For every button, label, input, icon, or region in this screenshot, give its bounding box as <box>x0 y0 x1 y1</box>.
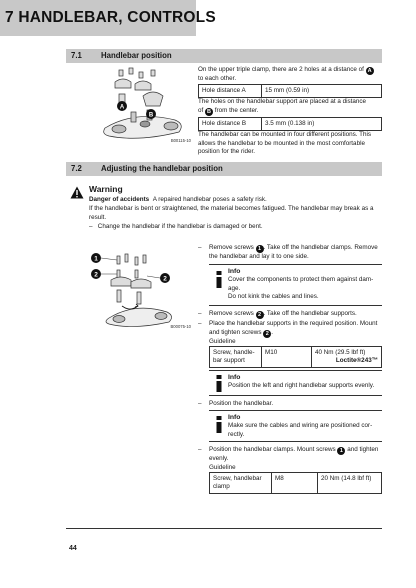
bullet-b: B <box>205 108 213 116</box>
dash: – <box>89 223 93 230</box>
hole-distance-a-table <box>198 84 382 98</box>
step-text: Remove screws <box>209 310 254 317</box>
table-label: Hole distance A <box>199 85 262 98</box>
spec-part <box>210 473 272 494</box>
info-title: Info <box>228 414 241 421</box>
info-line: rectly. <box>228 430 245 438</box>
spec-part-line: clamp <box>213 483 230 490</box>
dash: – <box>198 320 202 327</box>
danger-label: Danger of accidents <box>89 196 150 203</box>
step-text-end: . Take off the handlebar clamps. Remove the handlebar and lay it to one side. <box>209 244 378 260</box>
chapter-title: 7 HANDLEBAR, CONTROLS <box>5 9 216 26</box>
info-rule-bottom <box>209 441 382 442</box>
page-number: 44 <box>69 545 77 552</box>
table-value: 3.5 mm (0.138 in) <box>262 118 382 131</box>
info-text: Position the left and right handlebar supports evenly. <box>228 382 375 389</box>
spec-part <box>210 347 262 368</box>
step-text-end: and tighten <box>347 446 379 453</box>
figure-code: B00115-10 <box>170 138 191 144</box>
holes-text: The holes on the handlebar support are placed at a distance <box>198 98 367 105</box>
step-text: Position the handlebar clamps. Mount screws <box>209 446 336 453</box>
step-mount-clamps <box>209 446 382 472</box>
step-text: Remove screws <box>209 244 254 251</box>
info-icon <box>213 375 225 392</box>
info-icon <box>213 416 225 433</box>
warning-danger <box>89 196 382 205</box>
footer-rule <box>66 528 382 529</box>
chapter-header <box>0 0 216 36</box>
step-text: and tighten screws <box>209 328 262 336</box>
intro-paragraph <box>198 66 382 84</box>
holes-paragraph <box>198 98 382 116</box>
step-text: Place the handlebar supports in the required position. Mount <box>209 320 378 327</box>
step-text: evenly. <box>209 455 229 462</box>
info-rule-top <box>209 410 382 411</box>
info-title: Info <box>228 374 241 381</box>
torque-value: 40 Nm (29.5 lbf ft) <box>315 348 366 356</box>
info-rule-top <box>209 264 382 265</box>
figure-label-a: A <box>119 104 125 111</box>
bullet-1: 1 <box>256 245 264 253</box>
intro-text-end: to each other. <box>198 75 237 82</box>
danger-text: A repaired handlebar poses a safety risk. <box>152 196 267 203</box>
spec-torque <box>312 347 382 368</box>
spec-part-line: Screw, handlebar <box>213 474 262 482</box>
bullet-2: 2 <box>263 330 271 338</box>
info-line: Make sure the cables and wiring are positioned cor- <box>228 422 373 429</box>
guideline-table-support <box>209 346 382 368</box>
table-label: Hole distance B <box>199 118 262 131</box>
hole-distance-b-table <box>198 117 382 131</box>
info-text <box>228 422 382 439</box>
warning-icon <box>70 186 84 199</box>
intro-text: On the upper triple clamp, there are 2 holes at a distance of <box>198 66 364 73</box>
handlebar-support-figure <box>87 248 194 332</box>
table-value: 15 mm (0.59 in) <box>262 85 382 98</box>
dash: – <box>198 310 202 317</box>
section-heading-7-1 <box>66 49 382 63</box>
spec-part-line: Screw, handle- <box>213 348 255 356</box>
dash: – <box>198 244 202 251</box>
info-rule-bottom <box>209 395 382 396</box>
figure-label-b: B <box>148 112 154 119</box>
figure-code: B00075-10 <box>170 324 191 330</box>
spec-torque: 20 Nm (14.8 lbf ft) <box>318 473 382 494</box>
info-icon <box>213 271 225 288</box>
step-place-supports: Place the handlebar supports in the required position. Mount and tighten screws 2 . Guideline <box>209 320 382 346</box>
guideline-table-clamp <box>209 472 382 494</box>
figure-bullet-1: 1 <box>94 255 98 263</box>
bullet-a: A <box>366 67 374 75</box>
figure-bullet-2-left: 2 <box>94 271 98 279</box>
info-rule-bottom <box>209 305 382 306</box>
section-title: Handlebar position <box>101 51 172 60</box>
handlebar-support-illustration <box>87 248 194 332</box>
section-title: Adjusting the handlebar position <box>101 164 223 173</box>
info-text <box>228 276 382 302</box>
dash: – <box>198 446 202 453</box>
info-line: Cover the components to protect them against dam- <box>228 276 374 283</box>
holes-text-end: from the center. <box>214 106 259 114</box>
step-text-end: . Take off the handlebar supports. <box>263 310 357 317</box>
section-heading-7-2 <box>66 162 382 176</box>
figure-bullet-2-right: 2 <box>163 275 167 283</box>
warning-step <box>89 223 382 232</box>
section-number: 7.1 <box>71 51 82 60</box>
bullet-2: 2 <box>256 311 264 319</box>
guideline-label: Guideline <box>209 463 236 471</box>
triple-clamp-illustration <box>99 66 194 146</box>
section-number: 7.2 <box>71 164 82 173</box>
warning-body: If the handlebar is bent or straightened, the material becomes fatigued. The handlebar may break as a result. <box>89 205 374 221</box>
step-position-handlebar: Position the handlebar. <box>209 400 274 407</box>
warning-heading: Warning <box>89 184 123 194</box>
warning-step-text: Change the handlebar if the handlebar is damaged or bent. <box>97 223 263 230</box>
spec-thread: M10 <box>262 347 312 368</box>
step-remove-screws-1 <box>209 244 382 262</box>
positions-paragraph: The handlebar can be mounted in four different positions. This allows the handlebar to be mounted in the most comfortable position for the rider. <box>198 131 372 155</box>
step-remove-screws-2 <box>209 310 382 319</box>
loctite: Loctite®243™ <box>335 357 378 364</box>
triple-clamp-figure <box>99 66 194 146</box>
bullet-1: 1 <box>337 447 345 455</box>
info-title: Info <box>228 268 241 275</box>
spec-part-line: bar support <box>213 357 245 364</box>
info-line: Do not kink the cables and lines. <box>228 293 319 300</box>
info-line: age. <box>228 284 241 292</box>
holes-of: of <box>198 106 204 114</box>
spec-thread: M8 <box>272 473 318 494</box>
dash: – <box>198 400 202 407</box>
info-rule-top <box>209 370 382 371</box>
guideline-label: Guideline <box>209 337 236 345</box>
